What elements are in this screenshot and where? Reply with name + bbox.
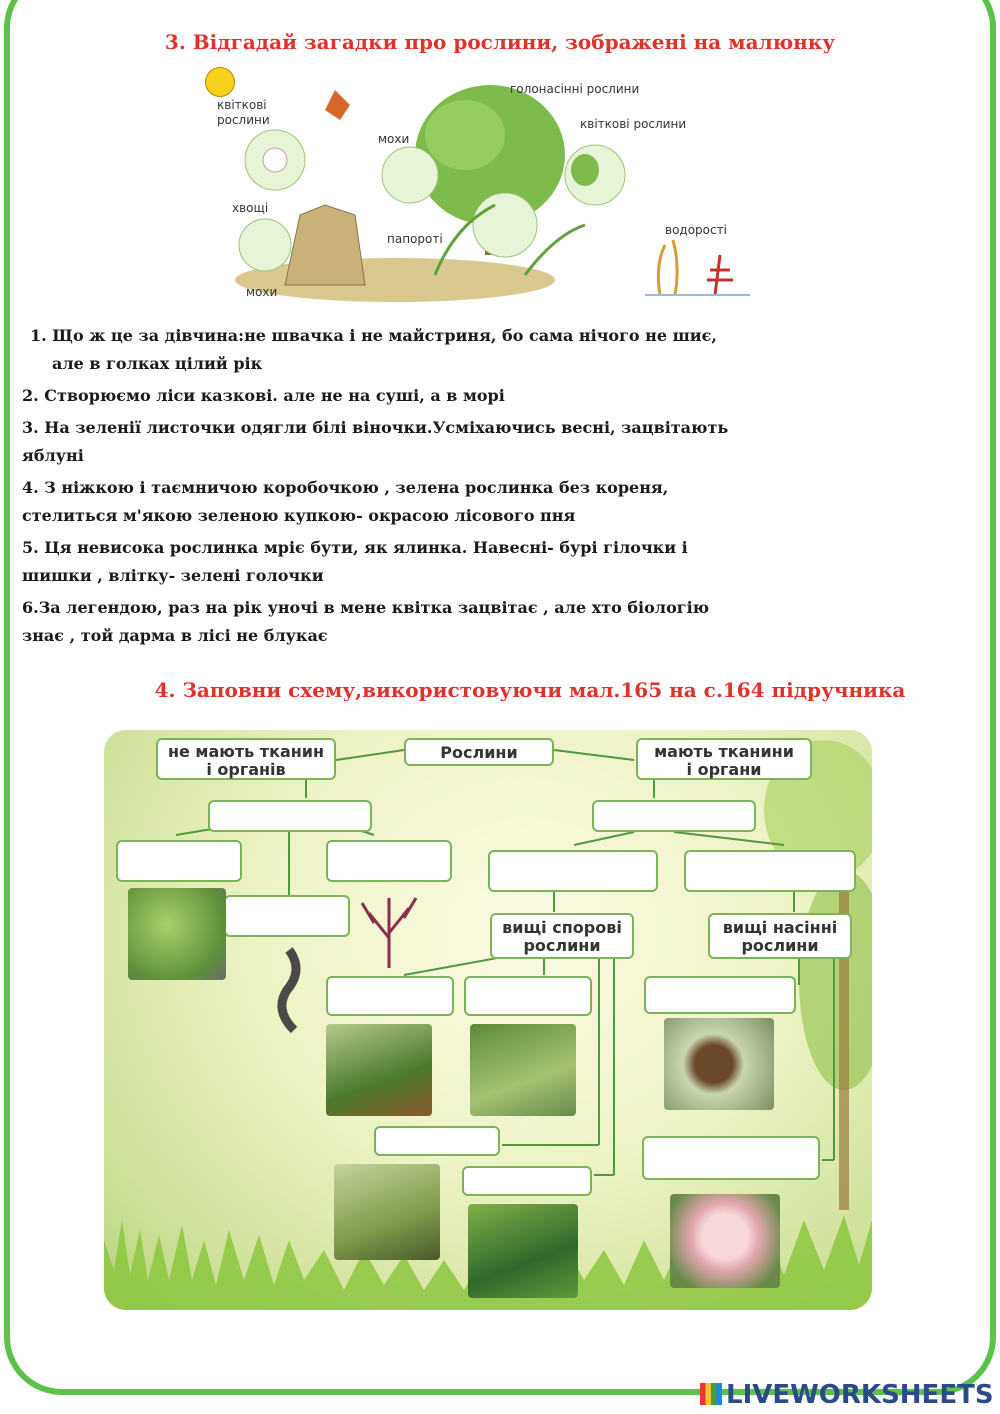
- label-mosses-2: мохи: [246, 285, 278, 299]
- photo-brown-algae: [269, 945, 314, 1035]
- liveworksheets-logo: LIVEWORKSHEETS: [700, 1380, 994, 1410]
- scheme-higher-spore: вищі спорові рослини: [490, 913, 634, 959]
- answer-box-algae-2[interactable]: [326, 840, 452, 882]
- photo-fern: [468, 1204, 578, 1298]
- photo-horsetail: [334, 1164, 440, 1260]
- answer-box-lower-plants[interactable]: [208, 800, 372, 832]
- task4-title: 4. Заповни схему,використовуючи мал.165 на с.164 підручника: [154, 678, 906, 702]
- riddle-5: 5. Ця невисока рослинка мріє бути, як ялинка. Навесні- бурі гілочки і шишки , влітку- зелені голочки: [22, 538, 688, 585]
- label-gymnosperms: голонасінні рослини: [510, 82, 640, 96]
- answer-box-algae-1[interactable]: [116, 840, 242, 882]
- answer-box-ferns[interactable]: [462, 1166, 592, 1196]
- riddle-6: 6.За легендою, раз на рік уночі в мене квітка зацвітає , але хто біологію знає , той дарма в лісі не блукає: [22, 598, 710, 645]
- answer-box-angiosperms[interactable]: [642, 1136, 820, 1180]
- photo-apple-blossom: [670, 1194, 780, 1288]
- label-algae: водорості: [665, 223, 727, 237]
- riddle-1: 1. Що ж це за дівчина:не швачка і не майстриня, бо сама нічого не шиє, але в голках цілий рік: [30, 326, 717, 373]
- answer-box-higher-plants[interactable]: [592, 800, 756, 832]
- label-flowering-2: квіткові рослини: [580, 117, 687, 131]
- answer-box-spore[interactable]: [488, 850, 658, 892]
- answer-box-clubmoss[interactable]: [464, 976, 592, 1016]
- answer-box-mosses[interactable]: [326, 976, 454, 1016]
- riddle-3: 3. На зеленії листочки одягли білі віночки.Усміхаючись весні, зацвітають яблуні: [22, 418, 729, 465]
- photo-moss: [326, 1024, 432, 1116]
- label-ferns: папороті: [387, 232, 443, 246]
- photo-pine-cones: [664, 1018, 774, 1110]
- label-horsetails: хвощі: [232, 201, 269, 215]
- scheme-has-tissues: мають тканини і органи: [636, 738, 812, 780]
- photo-clubmoss: [470, 1024, 576, 1116]
- answer-box-horsetails[interactable]: [374, 1126, 500, 1156]
- answer-box-seed[interactable]: [684, 850, 856, 892]
- plants-illustration: [195, 65, 775, 305]
- scheme-higher-seed: вищі насінні рослини: [708, 913, 852, 959]
- logo-icon: [700, 1383, 722, 1405]
- photo-red-algae: [354, 888, 424, 968]
- riddle-4: 4. З ніжкою і таємничою коробочкою , зелена рослинка без кореня, стелиться м'якою зеленою купкою- окрасою лісового пня: [22, 478, 669, 525]
- photo-sea-lettuce: [128, 888, 226, 980]
- scheme-no-tissues: не мають тканин і органів: [156, 738, 336, 780]
- plant-scheme: [104, 730, 872, 1310]
- task3-title: 3. Відгадай загадки про рослини, зображені на малюнку: [164, 30, 836, 54]
- label-mosses-1: мохи: [378, 132, 410, 146]
- answer-box-algae-3[interactable]: [224, 895, 350, 937]
- riddles-list: [22, 322, 742, 654]
- riddle-2: 2. Створюємо ліси казкові. але не на суші, а в морі: [22, 386, 505, 405]
- answer-box-gymnosperms[interactable]: [644, 976, 796, 1014]
- label-flowering-1: квіткові рослини: [217, 98, 270, 127]
- scheme-root-plants: Рослини: [404, 738, 554, 766]
